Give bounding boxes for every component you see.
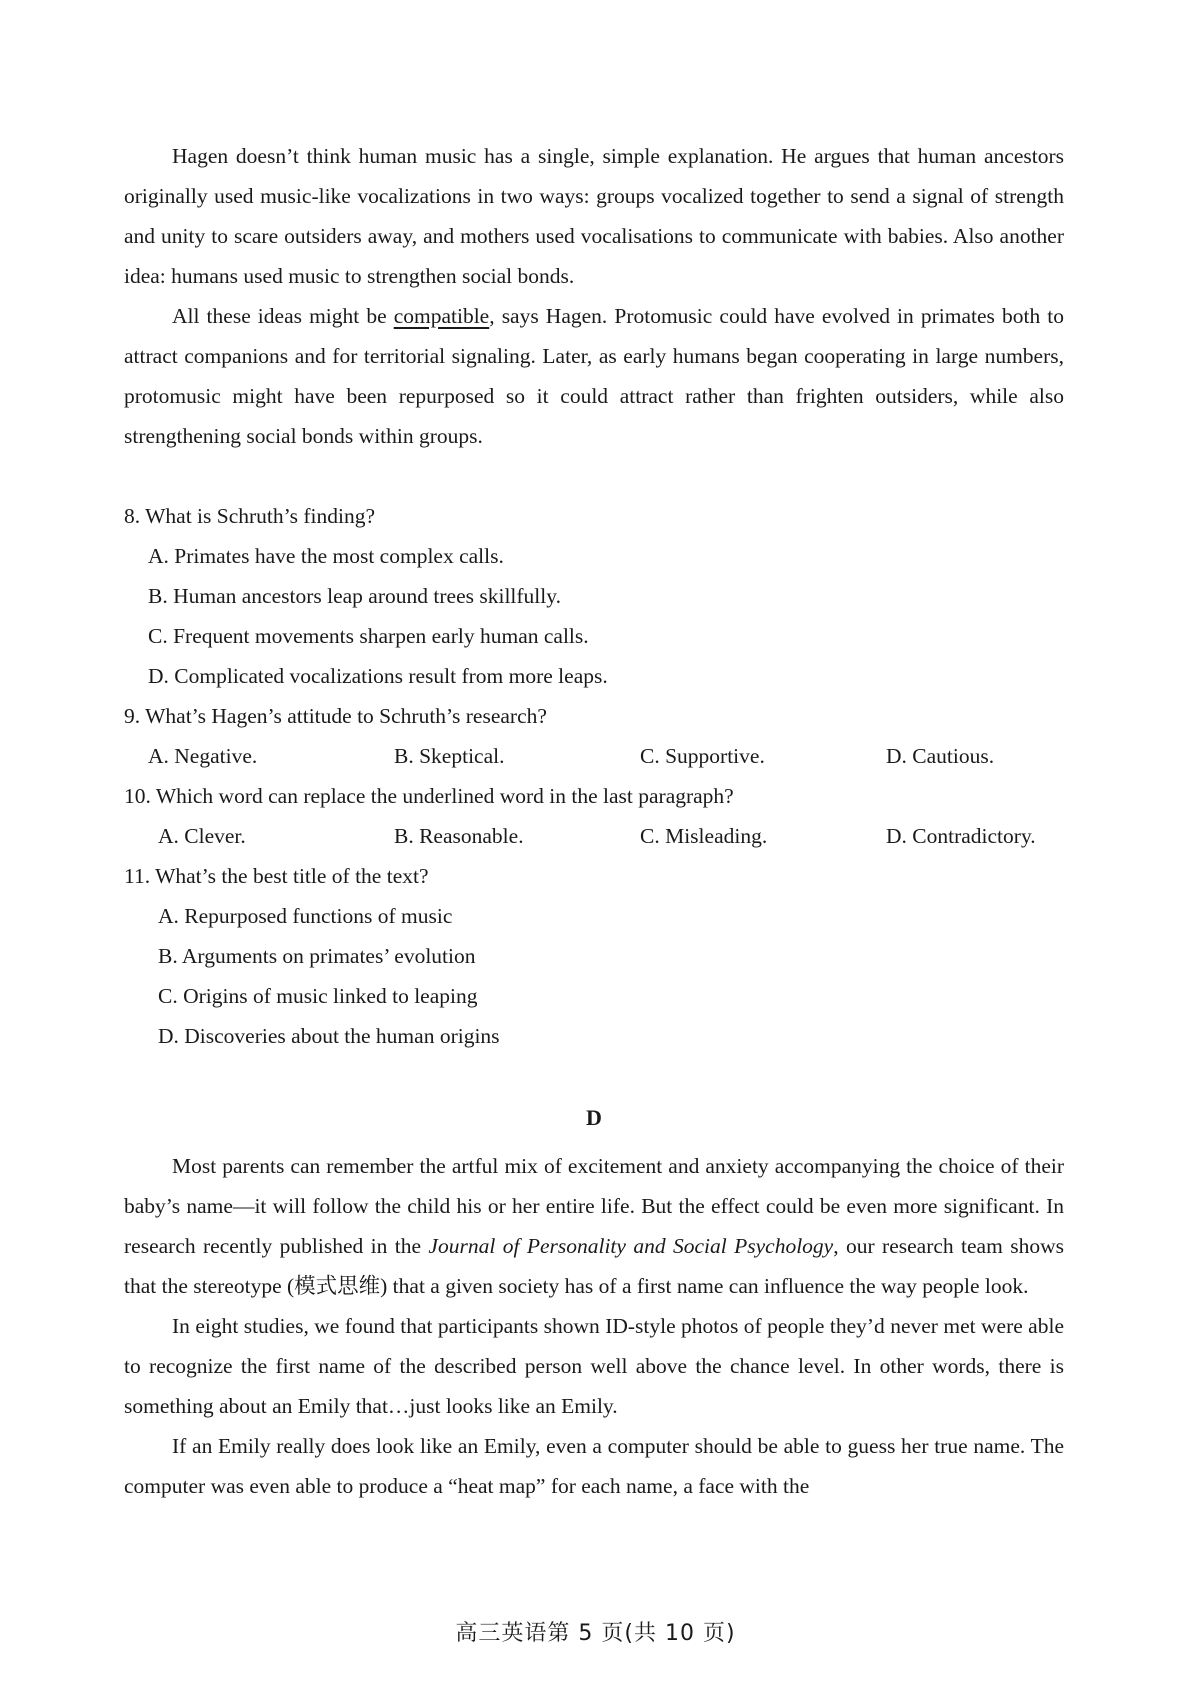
answer-option: D. Complicated vocalizations result from more leaps. bbox=[148, 664, 608, 688]
question-stem: 11. What’s the best title of the text? bbox=[124, 864, 429, 888]
passage-d-paragraph-1 bbox=[124, 1146, 1064, 1306]
passage-d-paragraph-3: If an Emily really does look like an Emily, even a computer should be able to guess her true name. The computer was even able to produce a “heat map” for each name, a face with the bbox=[124, 1434, 1064, 1498]
question-stem: 10. Which word can replace the underlined word in the last paragraph? bbox=[124, 784, 734, 808]
paragraph-text: Most parents can remember the artful mix of excitement and anxiety accompanying the choice of their baby’s name—it will follow the child his or her entire life. But the effect could be even more significant. In research recently published in the bbox=[124, 1154, 1064, 1258]
page-footer: 高三英语第 5 页(共 10 页) bbox=[455, 1621, 736, 1646]
answer-option: A. Repurposed functions of music bbox=[158, 904, 453, 928]
passage-c-paragraph-1: Hagen doesn’t think human music has a single, simple explanation. He argues that human ancestors originally used music-like vocalizations in two ways: groups vocalized together to send a signal of strength and unity to scare outsiders away, and mothers used vocalisations to communicate with babies. Also another idea: humans used music to strengthen social bonds. bbox=[124, 144, 1064, 288]
answer-option: D. Contradictory. bbox=[886, 824, 1036, 848]
answer-option: A. Primates have the most complex calls. bbox=[148, 544, 504, 568]
page-content bbox=[124, 136, 1064, 1506]
question-stem: 8. What is Schruth’s finding? bbox=[124, 504, 376, 528]
answer-option: B. Human ancestors leap around trees skillfully. bbox=[148, 584, 561, 608]
question-stem: 9. What’s Hagen’s attitude to Schruth’s research? bbox=[124, 704, 547, 728]
answer-option-row bbox=[124, 816, 1064, 856]
answer-option: A. Negative. bbox=[148, 744, 258, 768]
answer-option: D. Discoveries about the human origins bbox=[158, 1024, 500, 1048]
answer-option: B. Skeptical. bbox=[394, 744, 505, 768]
journal-title: Journal of Personality and Social Psychology bbox=[428, 1234, 834, 1258]
section-label: D bbox=[586, 1105, 602, 1130]
paragraph-text: , says Hagen. Protomusic could have evolved in primates both to attract companions and for territorial signaling. Later, as early humans began cooperating in large numbers, protomusic might have been repurposed so it could attract rather than frighten outsiders, while also strengthening social bonds within groups. bbox=[124, 304, 1064, 448]
answer-option: C. Misleading. bbox=[640, 824, 768, 848]
passage-d-paragraph-2: In eight studies, we found that participants shown ID-style photos of people they’d never met were able to recognize the first name of the described person well above the chance level. In other words, there is something about an Emily that…just looks like an Emily. bbox=[124, 1314, 1064, 1418]
answer-option: A. Clever. bbox=[158, 824, 246, 848]
answer-option: B. Arguments on primates’ evolution bbox=[158, 944, 476, 968]
paragraph-text: All these ideas might be bbox=[172, 304, 394, 328]
answer-option: B. Reasonable. bbox=[394, 824, 524, 848]
answer-option-row bbox=[124, 736, 1064, 776]
passage-c-paragraph-2 bbox=[124, 296, 1064, 456]
answer-option: D. Cautious. bbox=[886, 744, 995, 768]
underlined-word: compatible bbox=[393, 304, 490, 328]
paragraph-text: , our research team shows that the stereotype (模式思维) that a given society has of a first name can influence the way people look. bbox=[124, 1234, 1064, 1298]
answer-option: C. Origins of music linked to leaping bbox=[158, 984, 478, 1008]
answer-option: C. Supportive. bbox=[640, 744, 765, 768]
question-list bbox=[124, 496, 1064, 1056]
answer-option: C. Frequent movements sharpen early human calls. bbox=[148, 624, 589, 648]
